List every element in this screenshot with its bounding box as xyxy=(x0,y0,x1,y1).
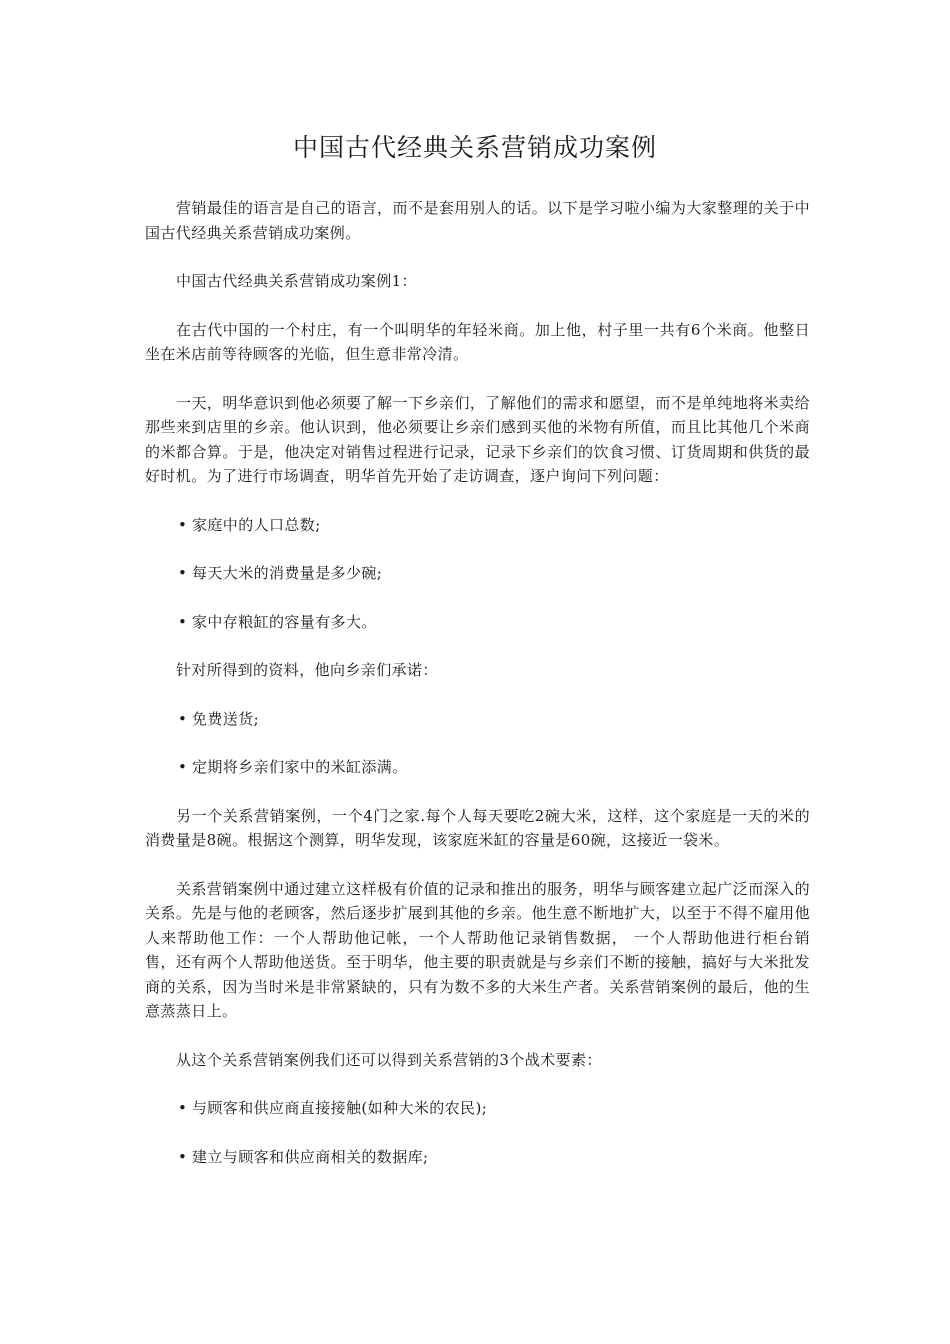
bullet-marker: • xyxy=(178,612,188,631)
bullet-item xyxy=(145,561,810,586)
bullet-text: 与顾客和供应商直接接触(如种大米的农民); xyxy=(192,1099,488,1117)
bullet-marker: • xyxy=(178,709,188,728)
paragraph: 中国古代经典关系营销成功案例1： xyxy=(176,272,417,290)
paragraph: 针对所得到的资料，他向乡亲们承诺： xyxy=(176,661,438,679)
bullet-item xyxy=(145,707,810,732)
paragraph: 从这个关系营销案例我们还可以得到关系营销的3个战术要素： xyxy=(176,1050,602,1069)
document-body xyxy=(145,196,810,1193)
paragraph: 关系营销案例中通过建立这样极有价值的记录和推出的服务，明华与顾客建立起广泛而深入的关系。先是与他的老顾客，然后逐步扩展到其他的乡亲。他生意不断地扩大，以至于不得不雇用他人来帮助他工作：一个人帮助他记帐，一个人帮助他记录销售数据， 一个人帮助他进行柜台销售，还有两个人帮助他送货。至于明华，他主要的职责就是与乡亲们不断的接触，搞好与大米批发商的关系，因为当时米是非常紧缺的，只有为数不多的大米生产者。关系营销案例的最后，他的生意蒸蒸日上。 xyxy=(145,879,810,1020)
bullet-text: 免费送货; xyxy=(192,709,260,728)
bullet-item xyxy=(145,755,810,780)
bullet-item xyxy=(145,513,810,538)
paragraph: 一天，明华意识到他必须要了解一下乡亲们，了解他们的需求和愿望，而不是单纯地将米卖给那些来到店里的乡亲。他认识到，他必须要让乡亲们感到买他的米物有所值，而且比其他几个米商的米都合算。于是，他决定对销售过程进行记录，记录下乡亲们的饮食习惯、订货周期和供货的最好时机。为了进行市场调查，明华首先开始了走访调查，逐户询问下列问题： xyxy=(145,393,810,485)
bullet-text: 每天大米的消费量是多少碗; xyxy=(192,564,383,582)
bullet-marker: • xyxy=(178,1099,188,1117)
bullet-text: 家庭中的人口总数; xyxy=(192,515,321,534)
paragraph: 营销最佳的语言是自己的语言，而不是套用别人的话。以下是学习啦小编为大家整理的关于中国古代经典关系营销成功案例。 xyxy=(145,199,810,242)
bullet-marker: • xyxy=(178,515,188,534)
bullet-marker: • xyxy=(178,564,188,582)
bullet-text: 家中存粮缸的容量有多大。 xyxy=(192,612,377,631)
bullet-marker: • xyxy=(178,1147,188,1166)
document-title: 中国古代经典关系营销成功案例 xyxy=(292,133,657,162)
paragraph: 另一个关系营销案例，一个4门之家.每个人每天要吃2碗大米，这样，这个家庭是一天的米的消费量是8碗。根据这个测算，明华发现，该家庭米缸的容量是60碗，这接近一袋米。 xyxy=(145,806,810,849)
bullet-text: 定期将乡亲们家中的米缸添满。 xyxy=(192,758,408,776)
bullet-item xyxy=(145,1096,810,1121)
bullet-item xyxy=(145,1145,810,1170)
bullet-text: 建立与顾客和供应商相关的数据库; xyxy=(192,1147,429,1166)
paragraph: 在古代中国的一个村庄，有一个叫明华的年轻米商。加上他，村子里一共有6个米商。他整日坐在米店前等待顾客的光临，但生意非常冷清。 xyxy=(145,320,810,363)
bullet-item xyxy=(145,610,810,635)
bullet-marker: • xyxy=(178,758,188,776)
